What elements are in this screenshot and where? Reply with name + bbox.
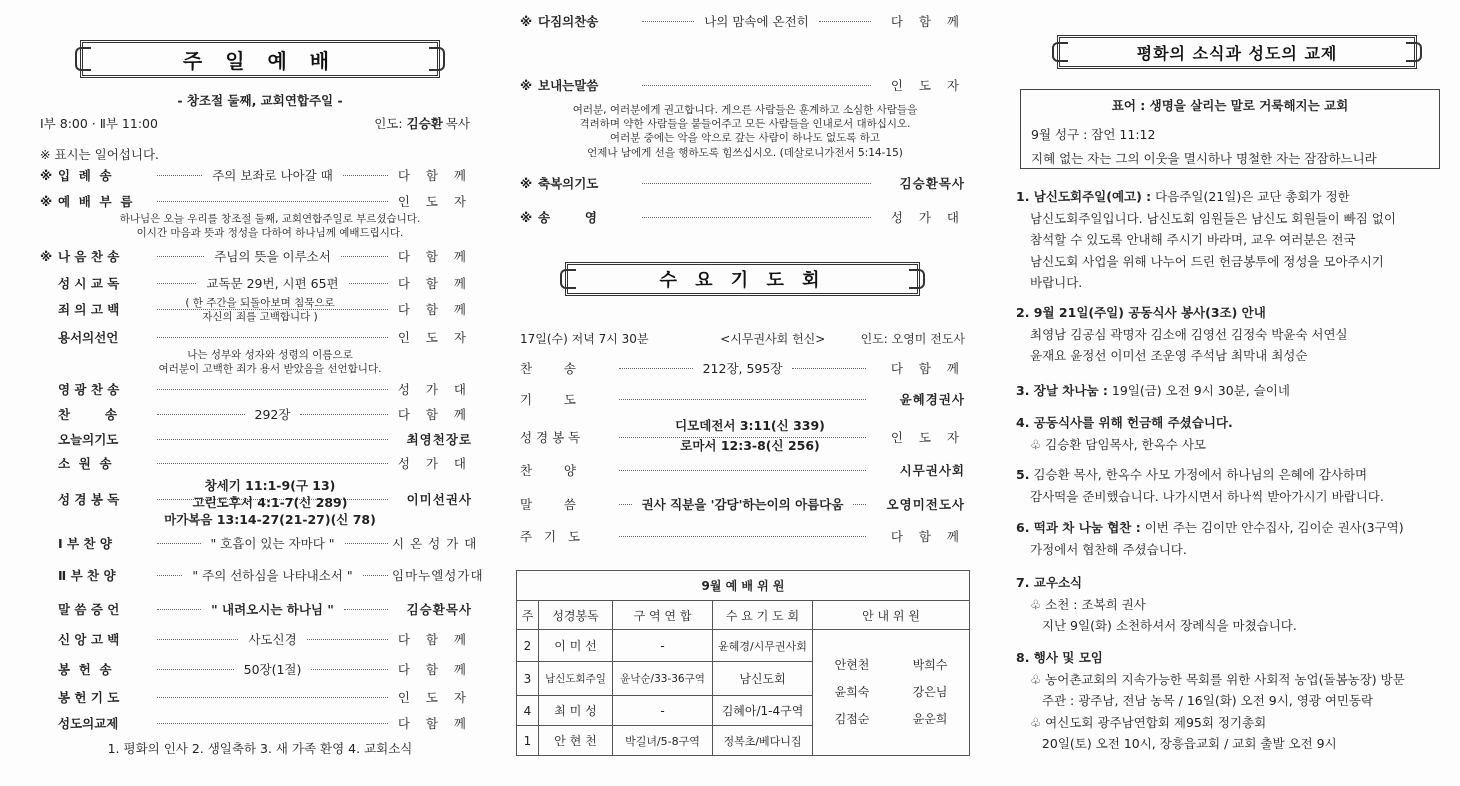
item-role: 인 도 자: [397, 194, 472, 209]
verse-ref: 9월 성구 : 잠언 11:12: [1031, 127, 1156, 142]
service-item: [40, 192, 472, 210]
news-line: ♧ 소천 : 조복희 권사: [1030, 596, 1146, 612]
leader-dots: [157, 283, 196, 284]
item-role: 다 함 께: [397, 168, 473, 183]
news-line: [1016, 380, 1448, 402]
item-role: 인 도 자: [890, 430, 965, 445]
sunday-service-title: [80, 40, 440, 78]
service-item: [40, 328, 472, 346]
scripture-3: 마가복음 13:14-27(21-27)(신 78): [164, 512, 376, 527]
item-role: 다 함 께: [397, 302, 472, 317]
news-line: 가정에서 협찬해 주셨습니다.: [1030, 541, 1187, 557]
duty-cell: -: [613, 696, 713, 726]
item-role: 다 함 께: [397, 249, 472, 264]
item-role: 성 가 대: [397, 382, 472, 397]
item-role: 김승환목사: [899, 176, 965, 191]
news-text: 김승환 목사, 한옥수 사모 가정에서 하나님의 은혜에 감사하며: [1029, 467, 1368, 482]
item-role: 시무권사회: [899, 463, 965, 478]
duty-cell: 이 미 선: [539, 630, 613, 662]
news-line: 바랍니다.: [1030, 275, 1083, 290]
news-title: [1057, 35, 1417, 69]
leader-dots: [792, 368, 866, 369]
item-label: 기 도: [520, 392, 576, 407]
service-item: [40, 274, 472, 292]
item-role: 이미선권사: [406, 492, 472, 507]
usher-name: 안현천: [834, 658, 870, 672]
item-label: Ⅰ 부 찬 양: [58, 536, 112, 551]
motto: 표어 : 생명을 살리는 말로 거룩해지는 교회: [1111, 98, 1349, 113]
duty-cell: -: [613, 630, 713, 662]
service-item: [40, 166, 472, 184]
duty-header-reading: 성경봉독: [539, 601, 613, 630]
item-detail: 사도신경: [248, 632, 297, 647]
leader-dots: [345, 543, 389, 544]
scripture-1: 창세기 11:1-9(구 13): [204, 478, 336, 493]
news-line: ♧ 농어촌교회의 지속가능한 목회를 위한 사회적 농업(돌봄농장) 방문: [1030, 671, 1405, 687]
leader-dots: [619, 504, 632, 505]
scripture-block: [160, 477, 380, 528]
leader-dots: [619, 399, 866, 400]
item-label: 죄 의 고 백: [58, 302, 120, 317]
news-line: [1016, 302, 1448, 324]
leader-dots: [853, 504, 866, 505]
item-role: 인 도 자: [397, 330, 472, 345]
item-role: 다 함 께: [397, 407, 472, 422]
duty-cell: 윤혜경/시무권사회: [713, 630, 813, 662]
ushers-col-a: [813, 630, 892, 756]
item-role: 다 함 께: [890, 361, 966, 376]
item-detail: 292장: [254, 407, 291, 422]
news-item: [1016, 380, 1448, 402]
duty-header-row: [517, 601, 970, 630]
service-item: [520, 461, 965, 479]
service-item: [40, 405, 472, 423]
leader-dots: [157, 723, 388, 724]
leader-title: 목사: [445, 116, 470, 131]
news-item: [1016, 302, 1448, 367]
service-item: [520, 527, 965, 545]
news-heading: 4. 공동식사를 위해 헌금해 주셨습니다.: [1016, 415, 1233, 430]
leader-dots: [642, 217, 871, 218]
news-line: 20일(토) 오전 10시, 장흥읍교회 / 교회 출발 오전 9시: [1030, 736, 1337, 751]
service-item: [520, 174, 965, 192]
sunday-service-title-text: 주 일 예 배: [182, 48, 338, 73]
leader-label: 인도:: [374, 116, 403, 131]
ushers-col-b: [891, 630, 970, 756]
leader-dots: [157, 201, 388, 202]
news-line: ♧ 김승환 담임목사, 한옥수 사모: [1030, 436, 1206, 452]
service-item: [40, 534, 483, 552]
sending-text: 여러분, 여러분에게 권고합니다. 게으른 사람들은 훈계하고 소심한 사람들을 격려하며 약한 사람들을 붙들어주고 모든 사람들을 인내로서 대하십시오. 여러분 중에는 악을 악으로 갚는 사람이 하나도 없도록 하고 언제나 남에게 선을 행하도록 힘쓰십시오. (데살로니가전서 5:14-15): [572, 104, 918, 159]
item-role: 다 함 께: [890, 14, 965, 29]
item-label: 성 시 교 독: [58, 276, 120, 291]
leader-dots: [307, 639, 388, 640]
service-item: [40, 247, 472, 265]
wednesday-title: [565, 262, 920, 296]
news-heading: 8. 행사 및 모임: [1016, 650, 1103, 665]
item-detail: 권사 직분을 '감당'하는이의 아름다움: [641, 497, 844, 512]
stand-mark: ※: [520, 77, 533, 93]
service-item: [40, 630, 472, 648]
absolution-note: 나는 성부와 성자와 성령의 이름으로 여러분이 고백한 죄가 용서 받았음을 선언합니다.: [158, 349, 382, 376]
leader-dots: [642, 85, 871, 86]
motto-box: [1020, 89, 1440, 169]
service-item: [40, 566, 484, 584]
item-detail: 50장(1절): [243, 662, 302, 677]
item-detail: 나의 맘속에 온전히: [704, 14, 809, 29]
item-role: 성 가 대: [397, 456, 472, 471]
item-label: 봉 헌 기 도: [58, 690, 120, 705]
item-role: 시온성가대: [392, 536, 483, 551]
item-detail: " 내려오시는 하나님 ": [211, 602, 334, 617]
leader-dots: [157, 337, 388, 338]
duty-cell: 4: [517, 696, 539, 726]
duty-cell: 박길녀/5-8구역: [613, 726, 713, 756]
news-heading: 6. 떡과 차 나눔 협찬 :: [1016, 520, 1141, 535]
wednesday-info: [520, 329, 965, 347]
item-detail: " 주의 선하심을 나타내소서 ": [192, 568, 353, 583]
stand-mark: ※: [520, 175, 533, 191]
item-label: 신 앙 고 백: [58, 632, 120, 647]
leader-dots: [157, 414, 245, 415]
duty-cell: 2: [517, 630, 539, 662]
leader-dots: [157, 697, 388, 698]
item-label: 성도의교제: [58, 716, 119, 731]
item-label: 영 광 찬 송: [58, 382, 120, 397]
stand-mark: ※: [40, 193, 53, 209]
leader-dots: [157, 639, 238, 640]
left-column: [40, 0, 484, 786]
duty-cell: 정복초/베다니집: [713, 726, 813, 756]
wed-leader: 인도: 오영미 전도사: [860, 331, 965, 346]
news-line: 주관 : 광주남, 전남 농목 / 16일(화) 오전 9시, 영광 여민동락: [1030, 693, 1374, 708]
duty-header-week: 주: [517, 601, 539, 630]
news-item: [1016, 647, 1448, 755]
leader-dots: [344, 609, 388, 610]
item-label: 축복의기도: [538, 176, 599, 191]
item-label: 소 원 송: [58, 456, 112, 471]
news-line: ♧ 여신도회 광주남연합회 제95회 정기총회: [1030, 714, 1267, 730]
item-detail: " 호흡이 있는 자마다 ": [210, 536, 335, 551]
news-line: 최영남 김공심 곽명자 김소애 김영선 김정숙 박윤숙 서연실: [1030, 326, 1348, 342]
wed-time: 17일(수) 저녁 7시 30분: [520, 331, 649, 346]
duty-cell: 3: [517, 662, 539, 696]
call-note: 하나님은 오늘 우리를 창조절 둘째, 교회연합주일로 부르셨습니다. 이시간 마음과 뜻과 정성을 다하여 하나님께 예배드립시다.: [119, 213, 421, 240]
service-item: [520, 359, 965, 377]
service-item: [40, 380, 472, 398]
service-item: [40, 660, 472, 678]
stand-mark: ※: [40, 167, 53, 183]
item-role: 다 함 께: [397, 632, 472, 647]
service-item: [40, 454, 472, 472]
news-line: 참석할 수 있도록 안내해 주시기 바라며, 교우 여러분은 전국: [1030, 232, 1356, 247]
news-line: [1016, 647, 1448, 669]
item-role: 다 함 께: [890, 529, 965, 544]
item-label: 말 씀 증 언: [58, 602, 120, 617]
leader-dots: [343, 175, 388, 176]
item-label: Ⅱ 부 찬 양: [58, 568, 116, 583]
confess-note: ( 한 주간을 되돌아보며 침묵으로 자신의 죄를 고백합니다 ): [185, 297, 335, 324]
news-line: [1016, 572, 1448, 594]
leader-dots: [619, 470, 866, 471]
news-item: [1016, 186, 1448, 294]
service-item: [520, 76, 965, 94]
leader-dots: [619, 368, 693, 369]
duty-header-ushers: 안 내 위 원: [813, 601, 970, 630]
leader-dots: [157, 543, 201, 544]
item-detail: 주님의 뜻을 이루소서: [214, 249, 331, 264]
usher-name: 박희수: [912, 658, 948, 672]
news-item: [1016, 517, 1448, 560]
right-column: [1012, 0, 1452, 786]
item-label: 봉 헌 송: [58, 662, 112, 677]
usher-name: 김점순: [834, 712, 870, 726]
news-heading: 5.: [1016, 467, 1030, 482]
stand-mark: ※: [520, 13, 533, 29]
duty-cell: 남신도회주일: [539, 662, 613, 696]
stand-mark: ※: [40, 248, 53, 264]
service-item: [520, 208, 965, 226]
item-label: 나 음 찬 송: [58, 249, 120, 264]
item-label: 송 영: [538, 210, 597, 225]
item-role: 최영천장로: [406, 432, 472, 447]
item-label: 입 례 송: [58, 168, 112, 183]
item-detail: 주의 보좌로 나아갈 때: [212, 168, 333, 183]
wednesday-title-text: 수 요 기 도 회: [659, 270, 826, 291]
item-label: 말 씀: [520, 497, 576, 512]
table-row: [517, 630, 970, 662]
item-label: 보내는말씀: [538, 78, 599, 93]
leader-dots: [619, 536, 866, 537]
service-item: [520, 390, 965, 408]
news-line: 남신도회주일입니다. 남신도회 임원들은 남신도 회원들이 빠짐 없이: [1030, 210, 1396, 226]
duty-cell: 김혜아/1-4구역: [713, 696, 813, 726]
duty-cell: 윤낙순/33-36구역: [613, 662, 713, 696]
wed-scripture-2: 로마서 12:3-8(신 256): [680, 438, 820, 453]
news-line: [1016, 412, 1448, 434]
leader-dots: [157, 463, 388, 464]
news-text: 다음주일(21일)은 교단 총회가 정한: [1151, 189, 1350, 204]
duty-table: [516, 570, 970, 756]
leader-dots: [157, 256, 204, 257]
usher-name: 윤희숙: [834, 685, 870, 699]
subtitle: - 창조절 둘째, 교회연합주일 -: [177, 93, 343, 108]
service-item: [40, 430, 472, 448]
leader-dots: [311, 669, 388, 670]
news-line: 감사떡을 준비했습니다. 나가시면서 하나씩 받아가시기 바랍니다.: [1030, 488, 1384, 504]
item-role: 인 도 자: [397, 690, 472, 705]
news-item: [1016, 572, 1448, 637]
leader-dots: [349, 283, 388, 284]
news-line: [1016, 186, 1448, 208]
item-detail: 212장, 595장: [702, 361, 783, 376]
item-role: 김승환목사: [406, 602, 472, 617]
item-label: 용서의선언: [58, 330, 119, 345]
item-label: 주 기 도: [520, 529, 581, 544]
stand-mark: ※: [520, 209, 533, 225]
item-label: 찬 송: [58, 407, 117, 422]
leader-name: 김승환: [406, 116, 443, 131]
service-times: Ⅰ부 8:00 · Ⅱ부 11:00: [40, 116, 158, 131]
usher-name: 강은님: [912, 685, 948, 699]
item-role: 윤혜경권사: [899, 392, 965, 407]
times-row: [40, 114, 470, 132]
item-label: 찬 송: [520, 361, 576, 376]
item-role: 인 도 자: [890, 78, 965, 93]
item-role: 오영미전도사: [886, 497, 965, 512]
leader-dots: [341, 256, 388, 257]
news-item: [1016, 412, 1448, 455]
leader-dots: [157, 669, 234, 670]
service-item: [520, 495, 965, 513]
item-role: 임마누엘성가대: [392, 568, 484, 583]
leader-dots: [642, 21, 694, 22]
item-role: 성 가 대: [890, 210, 965, 225]
duty-cell: 안 현 천: [539, 726, 613, 756]
news-line: 남신도회 사업을 위해 나누어 드린 헌금봉투에 정성을 모아주시기: [1030, 253, 1384, 269]
item-role: 다 함 께: [397, 716, 472, 731]
item-role: 다 함 께: [397, 662, 473, 677]
leader-dots: [157, 175, 202, 176]
scripture-2: 고린도후서 4:1-7(신 289): [192, 495, 348, 510]
news-heading: 1. 남신도회주일(예고) :: [1016, 189, 1152, 204]
leader-dots: [157, 389, 388, 390]
wed-scripture-1: 디모데전서 3:11(신 339): [675, 418, 825, 433]
leader-dots: [157, 439, 388, 440]
item-label: 성 경 봉 독: [58, 492, 120, 507]
middle-column: [520, 0, 970, 786]
news-text: 이번 주는 김이만 안수집사, 김이순 권사(3구역): [1140, 520, 1404, 535]
service-item: [520, 12, 965, 30]
duty-cell: 1: [517, 726, 539, 756]
service-item: [40, 688, 472, 706]
news-line: [1016, 464, 1448, 486]
usher-name: 윤운희: [912, 712, 948, 726]
duty-cell: 최 미 성: [539, 696, 613, 726]
item-role: 다 함 께: [397, 276, 473, 291]
wed-theme: <시무권사회 헌신>: [720, 331, 826, 346]
stand-note: ※ 표시는 일어섭니다.: [40, 147, 159, 162]
news-heading: 2. 9월 21일(주일) 공동식사 봉사(3조) 안내: [1016, 305, 1266, 320]
news-title-text: 평화의 소식과 성도의 교제: [1136, 43, 1338, 63]
leader-dots: [819, 21, 871, 22]
news-line: 지난 9일(화) 소천하셔서 장례식을 마쳤습니다.: [1030, 618, 1297, 633]
news-text: 19일(금) 오전 9시 30분, 슬이네: [1107, 383, 1290, 398]
leader-dots: [157, 609, 201, 610]
service-item: [40, 600, 472, 618]
item-detail: 교독문 29번, 시편 65편: [206, 276, 339, 291]
item-label: 오늘의기도: [58, 432, 119, 447]
news-heading: 3. 장날 차나눔 :: [1016, 383, 1108, 398]
wed-scripture: [650, 416, 850, 456]
leader-dots: [300, 414, 388, 415]
duty-header-wednesday: 수 요 기 도 회: [713, 601, 813, 630]
fellowship-note: 1. 평화의 인사 2. 생일축하 3. 새 가족 환영 4. 교회소식: [107, 741, 413, 756]
duty-header-district: 구 역 연 합: [613, 601, 713, 630]
news-line: [1016, 517, 1448, 539]
service-item: [40, 714, 472, 732]
item-label: 찬 양: [520, 463, 576, 478]
verse-text: 지혜 없는 자는 그의 이웃을 멸시하나 명철한 자는 잠잠하느니라: [1031, 151, 1377, 166]
news-heading: 7. 교우소식: [1016, 575, 1083, 590]
item-label: 다짐의찬송: [538, 14, 599, 29]
leader-dots: [157, 575, 182, 576]
news-item: [1016, 464, 1448, 507]
duty-cell: 남신도회: [713, 662, 813, 696]
duty-title: 9월 예 배 위 원: [517, 571, 970, 601]
leader-dots: [642, 183, 871, 184]
leader-dots: [363, 575, 388, 576]
item-label: 성 경 봉 독: [520, 430, 581, 445]
news-line: 윤재요 윤정선 이미선 조운영 주석남 최막내 최성순: [1030, 348, 1308, 363]
item-label: 예 배 부 름: [58, 194, 133, 209]
